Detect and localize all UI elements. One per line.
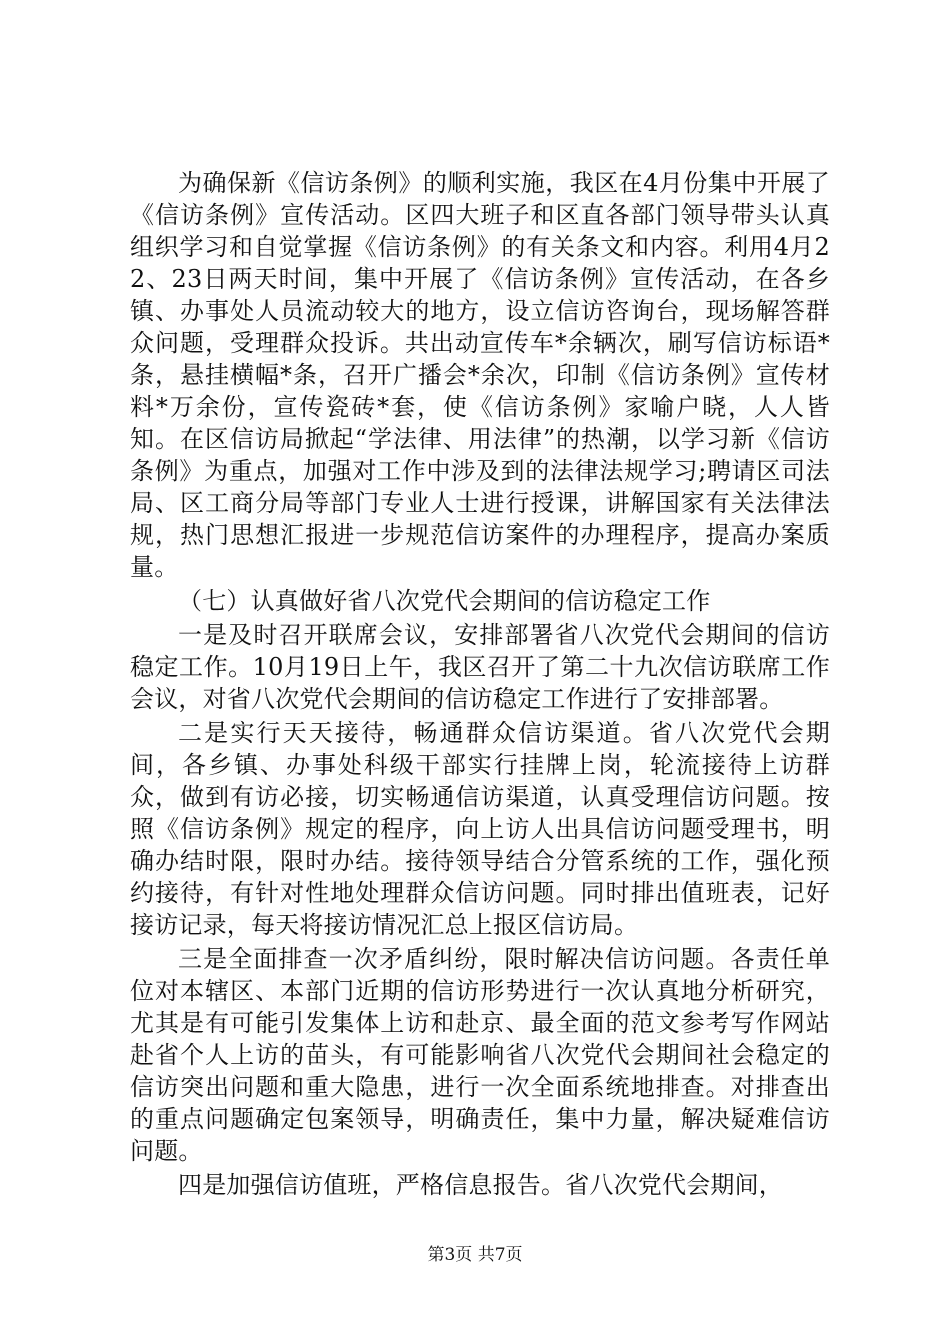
paragraph-3: 二是实行天天接待，畅通群众信访渠道。省八次党代会期间，各乡镇、办事处科级干部实行挂牌上岗，轮流接待上访群众，做到有访必接，切实畅通信访渠道，认真受理信访问题。按照《信访条例》规定的程序，向上访人出具信访问题受理书，明确办结时限，限时办结。接待领导结合分管系统的工作，强化预约接待，有针对性地处理群众信访问题。同时排出值班表，记好接访记录，每天将接访情况汇总上报区信访局。 [130,719,830,939]
page-footer [0,1244,950,1266]
paragraph-4: 三是全面排查一次矛盾纠纷，限时解决信访问题。各责任单位对本辖区、本部门近期的信访形势进行一次认真地分析研究，尤其是有可能引发集体上访和赴京、最全面的范文参考写作网站赴省个人上访的苗头，有可能影响省八次党代会期间社会稳定的信访突出问题和重大隐患，进行一次全面系统地排查。对排查出的重点问题确定包案领导，明确责任，集中力量，解决疑难信访问题。 [130,945,830,1165]
section-heading: （七）认真做好省八次党代会期间的信访稳定工作 [178,587,711,615]
paragraph-5: 四是加强信访值班，严格信息报告。省八次党代会期间， [178,1171,783,1199]
page-number-label: 第3页 共7页 [427,1245,523,1265]
paragraph-1: 为确保新《信访条例》的顺利实施，我区在4月份集中开展了《信访条例》宣传活动。区四大班子和区直各部门领导带头认真组织学习和自觉掌握《信访条例》的有关条文和内容。利用4月22、23日两天时间，集中开展了《信访条例》宣传活动，在各乡镇、办事处人员流动较大的地方，设立信访咨询台，现场解答群众问题，受理群众投诉。共出动宣传车*余辆次，刷写信访标语*条，悬挂横幅*条，召开广播会*余次，印制《信访条例》宣传材料*万余份，宣传瓷砖*套，使《信访条例》家喻户晓，人人皆知。在区信访局掀起“学法律、用法律”的热潮，以学习新《信访条例》为重点，加强对工作中涉及到的法律法规学习;聘请区司法局、区工商分局等部门专业人士进行授课，讲解国家有关法律法规，热门思想汇报进一步规范信访案件的办理程序，提高办案质量。 [130,169,830,581]
document-body [130,167,830,1201]
paragraph-2: 一是及时召开联席会议，安排部署省八次党代会期间的信访稳定工作。10月19日上午，我区召开了第二十九次信访联席工作会议，对省八次党代会期间的信访稳定工作进行了安排部署。 [130,621,830,713]
